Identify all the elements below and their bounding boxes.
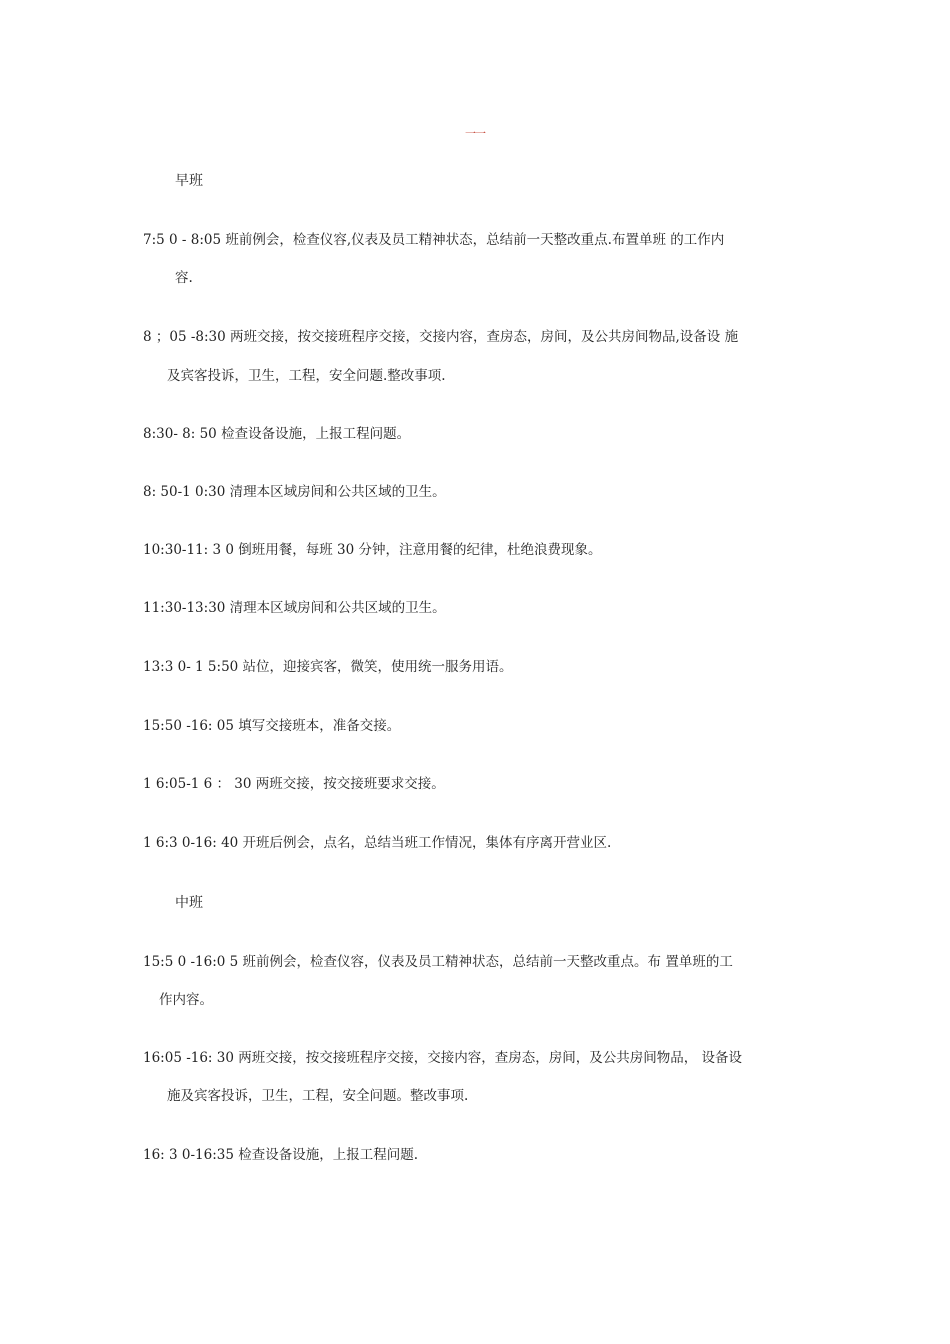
schedule-entry: 16: 3 0-16:35 检查设备设施，上报工程问题. xyxy=(143,1147,419,1163)
schedule-entry: 8:30- 8: 50 检查设备设施，上报工程问题。 xyxy=(143,426,411,442)
schedule-entry: 10:30-11: 3 0 倒班用餐，每班 30 分钟，注意用餐的纪律，杜绝浪费现象。 xyxy=(143,542,602,558)
schedule-entry-continuation: 及宾客投诉，卫生，工程，安全问题.整改事项. xyxy=(167,368,446,384)
schedule-entry-continuation: 容. xyxy=(175,270,193,286)
schedule-entry: 11:30-13:30 清理本区域房间和公共区域的卫生。 xyxy=(143,600,446,616)
schedule-entry-continuation: 作内容。 xyxy=(159,992,213,1008)
header-mark: 一一 xyxy=(465,127,485,140)
section-title-middle-shift: 中班 xyxy=(175,895,203,911)
schedule-entry: 8 ；05 -8:30 两班交接，按交接班程序交接，交接内容，查房态，房间，及公共房间物品,设备设 施 xyxy=(143,329,739,345)
schedule-entry: 1 6:05-1 6 ： 30 两班交接，按交接班要求交接。 xyxy=(143,776,445,792)
schedule-entry: 8: 50-1 0:30 清理本区域房间和公共区域的卫生。 xyxy=(143,484,446,500)
schedule-entry: 15:5 0 -16:0 5 班前例会，检查仪容，仪表及员工精神状态，总结前一天整改重点。布 置单班的工 xyxy=(143,954,733,970)
schedule-entry: 16:05 -16: 30 两班交接，按交接班程序交接，交接内容，查房态，房间，及公共房间物品， 设备设 xyxy=(143,1050,743,1066)
schedule-entry: 15:50 -16: 05 填写交接班本，准备交接。 xyxy=(143,718,401,734)
schedule-entry: 7:5 0 - 8:05 班前例会，检查仪容,仪表及员工精神状态，总结前一天整改重点.布置单班 的工作内 xyxy=(143,232,725,248)
section-title-morning-shift: 早班 xyxy=(175,173,203,189)
schedule-entry-continuation: 施及宾客投诉，卫生，工程，安全问题。整改事项. xyxy=(167,1088,469,1104)
schedule-entry: 1 6:3 0-16: 40 开班后例会，点名，总结当班工作情况，集体有序离开营业区. xyxy=(143,835,612,851)
schedule-entry: 13:3 0- 1 5:50 站位，迎接宾客，微笑，使用统一服务用语。 xyxy=(143,659,513,675)
